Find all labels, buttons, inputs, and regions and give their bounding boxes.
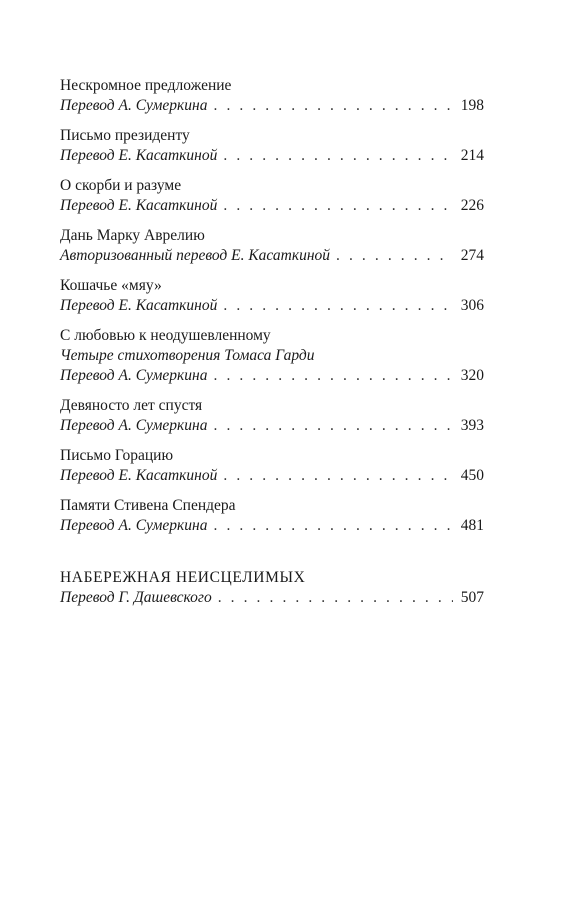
entry-translator: Перевод Е. Касаткиной — [60, 467, 218, 484]
entry-translator: Перевод Г. Дашевского — [60, 589, 212, 606]
dot-leader — [214, 96, 453, 116]
entry-translator: Перевод А. Сумеркина — [60, 367, 208, 384]
entry-page-number: 214 — [460, 147, 484, 164]
entry-line — [60, 96, 484, 116]
toc-entry — [60, 226, 484, 266]
entry-page-number: 306 — [460, 297, 484, 314]
dot-leader — [214, 366, 453, 386]
dot-leader — [218, 588, 453, 608]
toc-entry — [60, 496, 484, 536]
dot-leader — [223, 146, 452, 166]
dot-leader — [223, 466, 452, 486]
entry-page-number: 274 — [460, 247, 484, 264]
entry-title: Письмо президенту — [60, 127, 190, 144]
entry-translator: Перевод Е. Касаткиной — [60, 147, 218, 164]
entry-title: Дань Марку Аврелию — [60, 227, 205, 244]
entry-translator: Перевод А. Сумеркина — [60, 517, 208, 534]
entry-line — [60, 146, 484, 166]
entry-translator: Перевод А. Сумеркина — [60, 97, 208, 114]
toc-entry — [60, 176, 484, 216]
dot-leader — [223, 296, 452, 316]
entry-title: Памяти Стивена Спендера — [60, 497, 236, 514]
entry-title: НАБЕРЕЖНАЯ НЕИСЦЕЛИМЫХ — [60, 569, 306, 586]
entry-page-number: 393 — [460, 417, 484, 434]
entry-page-number: 507 — [460, 589, 484, 606]
entry-line — [60, 466, 484, 486]
toc-entry — [60, 326, 484, 386]
entry-title: Девяносто лет спустя — [60, 397, 203, 414]
entry-line — [60, 246, 484, 266]
entry-subtitle: Четыре стихотворения Томаса Гарди — [60, 347, 315, 364]
section-gap — [60, 546, 484, 568]
toc-entry-final — [60, 568, 484, 608]
table-of-contents — [60, 76, 484, 618]
entry-line — [60, 516, 484, 536]
entry-page-number: 481 — [460, 517, 484, 534]
entry-page-number: 320 — [460, 367, 484, 384]
toc-entry — [60, 446, 484, 486]
entry-translator: Перевод Е. Касаткиной — [60, 297, 218, 314]
entry-title: Нескромное предложение — [60, 77, 232, 94]
entry-line — [60, 416, 484, 436]
toc-entry — [60, 276, 484, 316]
entry-title: О скорби и разуме — [60, 177, 182, 194]
entry-line — [60, 588, 484, 608]
toc-entry — [60, 396, 484, 436]
entry-page-number: 226 — [460, 197, 484, 214]
dot-leader — [214, 416, 453, 436]
entry-translator: Авторизованный перевод Е. Касаткиной — [60, 247, 331, 264]
entry-line — [60, 296, 484, 316]
entry-line — [60, 196, 484, 216]
dot-leader — [214, 516, 453, 536]
dot-leader — [336, 246, 453, 266]
toc-entry — [60, 76, 484, 116]
entry-page-number: 450 — [460, 467, 484, 484]
toc-entry — [60, 126, 484, 166]
entry-line — [60, 366, 484, 386]
entry-translator: Перевод А. Сумеркина — [60, 417, 208, 434]
entry-page-number: 198 — [460, 97, 484, 114]
entry-translator: Перевод Е. Касаткиной — [60, 197, 218, 214]
entry-title: С любовью к неодушевленному — [60, 327, 271, 344]
dot-leader — [223, 196, 452, 216]
entry-title: Письмо Горацию — [60, 447, 174, 464]
entry-title: Кошачье «мяу» — [60, 277, 162, 294]
